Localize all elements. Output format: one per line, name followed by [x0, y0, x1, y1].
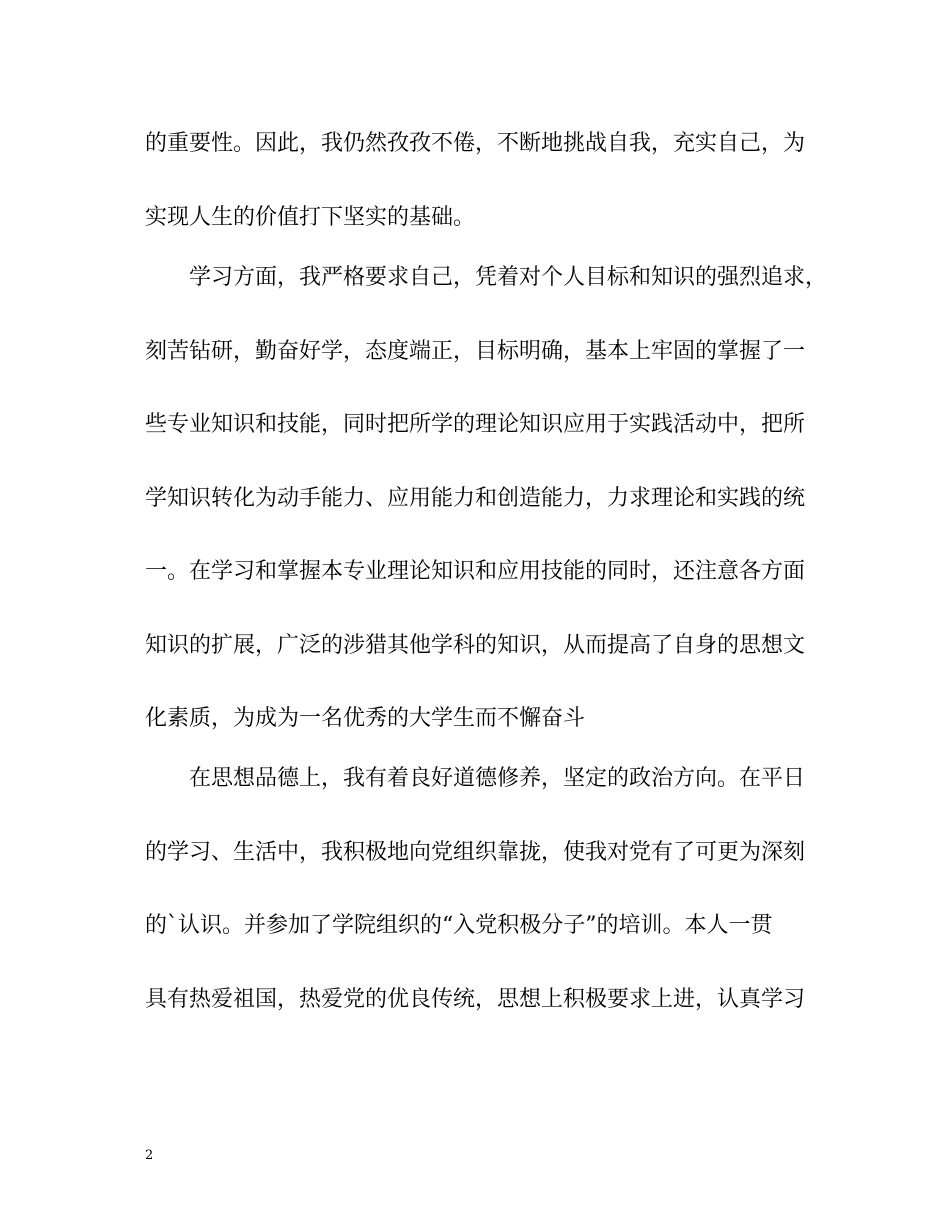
- text-line: 具有热爱祖国，热爱党的优良传统，思想上积极要求上进，认真学习: [145, 987, 806, 1012]
- text-line: 些专业知识和技能，同时把所学的理论知识应用于实践活动中，把所: [145, 412, 806, 437]
- text-line: 刻苦钻研，勤奋好学，态度端正，目标明确，基本上牢固的掌握了一: [145, 339, 806, 364]
- text-line: 的重要性。因此，我仍然孜孜不倦，不断地挑战自我，充实自己，为: [145, 131, 806, 156]
- text-line: 的`认识。并参加了学院组织的“入党积极分子”的培训。本人一贯: [145, 913, 773, 938]
- text-line: 一。在学习和掌握本专业理论知识和应用技能的同时，还注意各方面: [145, 559, 806, 584]
- page-number: 2: [145, 1148, 154, 1163]
- text-line: 化素质，为成为一名优秀的大学生而不懈奋斗: [145, 706, 586, 731]
- text-line: 知识的扩展，广泛的涉猎其他学科的知识，从而提高了自身的思想文: [145, 633, 806, 658]
- paragraph-start-line: 学习方面，我严格要求自己，凭着对个人目标和知识的强烈追求，: [189, 265, 828, 290]
- text-line: 学知识转化为动手能力、应用能力和创造能力，力求理论和实践的统: [145, 486, 806, 511]
- paragraph-start-line: 在思想品德上，我有着良好道德修养，坚定的政治方向。在平日: [189, 766, 806, 791]
- text-line: 的学习、生活中，我积极地向党组织靠拢，使我对党有了可更为深刻: [145, 840, 806, 865]
- text-line: 实现人生的价值打下坚实的基础。: [145, 205, 476, 230]
